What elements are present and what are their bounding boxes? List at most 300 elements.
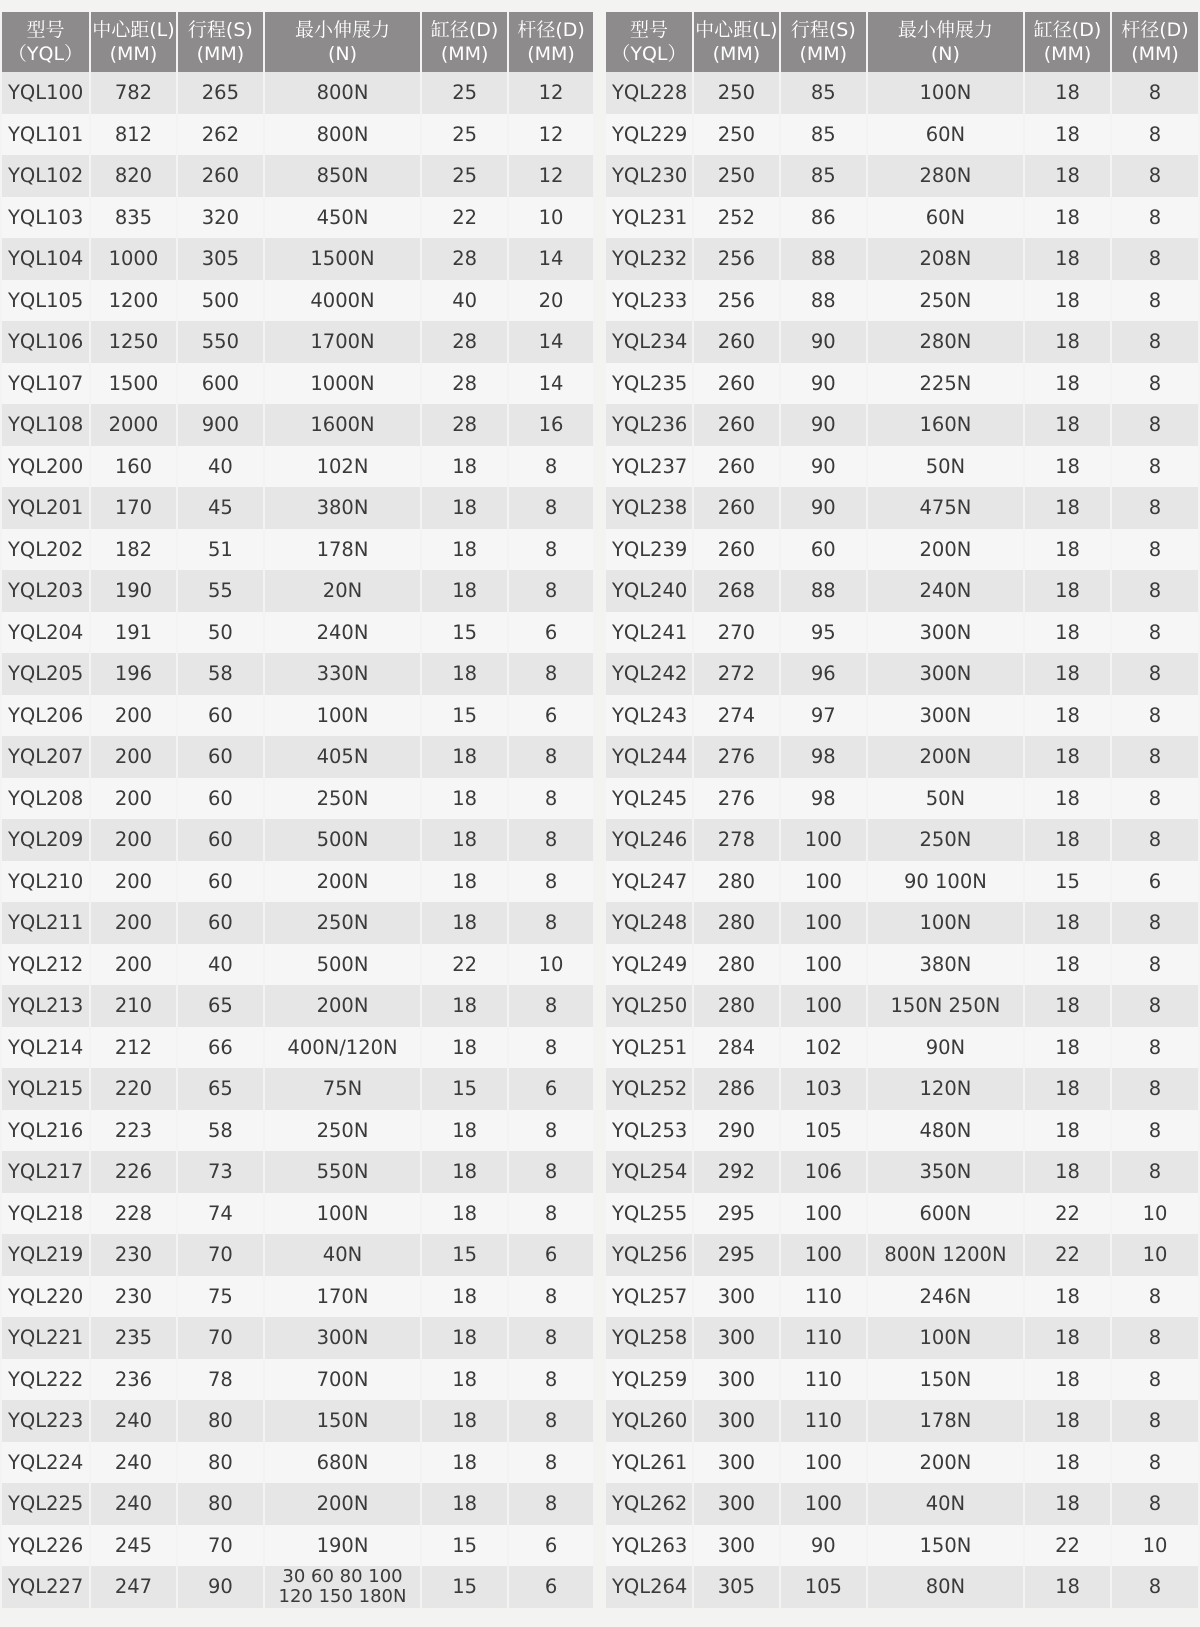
cell-stroke: 90	[780, 446, 867, 488]
cell-min-force: 190N	[264, 1525, 421, 1567]
cell-center-distance: 300	[693, 1525, 780, 1567]
cell-center-distance: 300	[693, 1400, 780, 1442]
cell-model: YQL236	[606, 404, 693, 446]
cell-stroke: 100	[780, 1193, 867, 1235]
cell-stroke: 500	[177, 280, 264, 322]
cell-rod-diameter: 8	[508, 1359, 593, 1401]
table-row	[2, 446, 593, 488]
cell-center-distance: 230	[90, 1234, 177, 1276]
cell-stroke: 90	[780, 404, 867, 446]
cell-rod-diameter: 12	[508, 72, 593, 114]
cell-min-force: 850N	[264, 155, 421, 197]
cell-stroke: 80	[177, 1483, 264, 1525]
cell-rod-diameter: 8	[508, 1110, 593, 1152]
cell-model: YQL211	[2, 902, 90, 944]
cell-rod-diameter: 8	[1111, 1359, 1198, 1401]
table-row	[2, 1483, 593, 1525]
cell-stroke: 60	[177, 778, 264, 820]
cell-center-distance: 286	[693, 1068, 780, 1110]
cell-model: YQL214	[2, 1027, 90, 1069]
cell-center-distance: 190	[90, 570, 177, 612]
table-row	[2, 280, 593, 322]
cell-center-distance: 200	[90, 778, 177, 820]
cell-stroke: 55	[177, 570, 264, 612]
cell-center-distance: 292	[693, 1151, 780, 1193]
cell-cylinder-diameter: 18	[1024, 1359, 1111, 1401]
cell-cylinder-diameter: 15	[421, 612, 508, 654]
cell-min-force: 240N	[264, 612, 421, 654]
cell-rod-diameter: 8	[1111, 1566, 1198, 1608]
cell-center-distance: 268	[693, 570, 780, 612]
table-row	[606, 446, 1198, 488]
cell-center-distance: 236	[90, 1359, 177, 1401]
cell-rod-diameter: 8	[1111, 985, 1198, 1027]
cell-min-force: 170N	[264, 1276, 421, 1318]
cell-stroke: 51	[177, 529, 264, 571]
cell-center-distance: 270	[693, 612, 780, 654]
cell-min-force: 600N	[867, 1193, 1024, 1235]
cell-rod-diameter: 8	[508, 570, 593, 612]
cell-model: YQL202	[2, 529, 90, 571]
cell-rod-diameter: 8	[1111, 238, 1198, 280]
cell-center-distance: 182	[90, 529, 177, 571]
cell-min-force: 100N	[264, 695, 421, 737]
cell-center-distance: 260	[693, 446, 780, 488]
cell-rod-diameter: 10	[508, 197, 593, 239]
table-row	[2, 1068, 593, 1110]
cell-model: YQL251	[606, 1027, 693, 1069]
cell-model: YQL226	[2, 1525, 90, 1567]
cell-rod-diameter: 8	[508, 985, 593, 1027]
cell-cylinder-diameter: 18	[1024, 404, 1111, 446]
cell-rod-diameter: 6	[508, 695, 593, 737]
cell-cylinder-diameter: 18	[1024, 529, 1111, 571]
cell-stroke: 86	[780, 197, 867, 239]
table-row	[2, 1400, 593, 1442]
cell-rod-diameter: 8	[1111, 321, 1198, 363]
cell-stroke: 60	[177, 819, 264, 861]
table-row	[2, 570, 593, 612]
cell-rod-diameter: 8	[508, 902, 593, 944]
cell-min-force: 405N	[264, 736, 421, 778]
cell-min-force: 160N	[867, 404, 1024, 446]
cell-stroke: 100	[780, 819, 867, 861]
cell-center-distance: 1200	[90, 280, 177, 322]
cell-model: YQL216	[2, 1110, 90, 1152]
table-row	[606, 778, 1198, 820]
table-row	[606, 1151, 1198, 1193]
table-row	[606, 1442, 1198, 1484]
cell-cylinder-diameter: 22	[1024, 1193, 1111, 1235]
cell-cylinder-diameter: 15	[421, 1068, 508, 1110]
cell-rod-diameter: 8	[1111, 1276, 1198, 1318]
cell-rod-diameter: 8	[1111, 1110, 1198, 1152]
cell-center-distance: 250	[693, 114, 780, 156]
cell-stroke: 110	[780, 1276, 867, 1318]
cell-center-distance: 1250	[90, 321, 177, 363]
table-row	[606, 736, 1198, 778]
cell-rod-diameter: 8	[508, 861, 593, 903]
table-header-row	[2, 12, 593, 72]
cell-model: YQL209	[2, 819, 90, 861]
table-row	[606, 1483, 1198, 1525]
cell-center-distance: 200	[90, 736, 177, 778]
cell-cylinder-diameter: 28	[421, 321, 508, 363]
cell-min-force: 150N	[867, 1359, 1024, 1401]
header-min-extension-force: 最小伸展力 (N)	[867, 12, 1024, 72]
cell-rod-diameter: 8	[1111, 155, 1198, 197]
cell-min-force: 60N	[867, 197, 1024, 239]
cell-cylinder-diameter: 18	[1024, 321, 1111, 363]
cell-stroke: 98	[780, 736, 867, 778]
cell-center-distance: 820	[90, 155, 177, 197]
table-row	[2, 404, 593, 446]
cell-model: YQL103	[2, 197, 90, 239]
cell-model: YQL101	[2, 114, 90, 156]
cell-stroke: 320	[177, 197, 264, 239]
cell-center-distance: 200	[90, 861, 177, 903]
cell-stroke: 110	[780, 1359, 867, 1401]
cell-center-distance: 252	[693, 197, 780, 239]
cell-cylinder-diameter: 18	[421, 778, 508, 820]
table-row	[2, 778, 593, 820]
cell-center-distance: 256	[693, 280, 780, 322]
cell-min-force: 300N	[867, 695, 1024, 737]
cell-cylinder-diameter: 28	[421, 363, 508, 405]
cell-center-distance: 170	[90, 487, 177, 529]
cell-min-force: 150N	[867, 1525, 1024, 1567]
cell-stroke: 305	[177, 238, 264, 280]
cell-center-distance: 250	[693, 155, 780, 197]
cell-min-force: 1500N	[264, 238, 421, 280]
cell-stroke: 100	[780, 985, 867, 1027]
cell-center-distance: 280	[693, 902, 780, 944]
cell-cylinder-diameter: 18	[421, 1027, 508, 1069]
cell-min-force: 450N	[264, 197, 421, 239]
header-model: 型号 （YQL）	[606, 12, 693, 72]
cell-model: YQL250	[606, 985, 693, 1027]
cell-cylinder-diameter: 18	[1024, 1442, 1111, 1484]
cell-rod-diameter: 8	[1111, 1317, 1198, 1359]
cell-rod-diameter: 6	[1111, 861, 1198, 903]
cell-min-force: 100N	[264, 1193, 421, 1235]
table-row	[606, 985, 1198, 1027]
cell-center-distance: 200	[90, 819, 177, 861]
cell-rod-diameter: 8	[508, 1027, 593, 1069]
cell-min-force: 1000N	[264, 363, 421, 405]
cell-center-distance: 278	[693, 819, 780, 861]
cell-rod-diameter: 8	[1111, 902, 1198, 944]
cell-min-force: 50N	[867, 778, 1024, 820]
cell-model: YQL241	[606, 612, 693, 654]
cell-cylinder-diameter: 18	[1024, 570, 1111, 612]
cell-rod-diameter: 8	[508, 778, 593, 820]
cell-stroke: 100	[780, 861, 867, 903]
cell-stroke: 70	[177, 1525, 264, 1567]
cell-cylinder-diameter: 40	[421, 280, 508, 322]
cell-center-distance: 782	[90, 72, 177, 114]
cell-center-distance: 260	[693, 487, 780, 529]
cell-model: YQL264	[606, 1566, 693, 1608]
cell-cylinder-diameter: 18	[1024, 778, 1111, 820]
cell-model: YQL219	[2, 1234, 90, 1276]
cell-model: YQL246	[606, 819, 693, 861]
cell-cylinder-diameter: 18	[1024, 487, 1111, 529]
table-row	[2, 1151, 593, 1193]
cell-cylinder-diameter: 18	[421, 570, 508, 612]
cell-rod-diameter: 8	[1111, 1068, 1198, 1110]
cell-min-force: 480N	[867, 1110, 1024, 1152]
cell-cylinder-diameter: 18	[1024, 1483, 1111, 1525]
cell-cylinder-diameter: 18	[1024, 612, 1111, 654]
table-row	[606, 944, 1198, 986]
cell-stroke: 90	[780, 321, 867, 363]
table-row	[2, 155, 593, 197]
cell-center-distance: 212	[90, 1027, 177, 1069]
cell-cylinder-diameter: 18	[1024, 653, 1111, 695]
cell-stroke: 600	[177, 363, 264, 405]
cell-cylinder-diameter: 25	[421, 72, 508, 114]
cell-center-distance: 272	[693, 653, 780, 695]
cell-center-distance: 2000	[90, 404, 177, 446]
cell-stroke: 80	[177, 1400, 264, 1442]
cell-cylinder-diameter: 18	[1024, 72, 1111, 114]
cell-stroke: 70	[177, 1317, 264, 1359]
cell-cylinder-diameter: 18	[1024, 819, 1111, 861]
cell-center-distance: 247	[90, 1566, 177, 1608]
cell-cylinder-diameter: 18	[1024, 1110, 1111, 1152]
cell-model: YQL108	[2, 404, 90, 446]
cell-stroke: 265	[177, 72, 264, 114]
cell-stroke: 90	[780, 487, 867, 529]
cell-model: YQL223	[2, 1400, 90, 1442]
cell-cylinder-diameter: 18	[1024, 280, 1111, 322]
cell-stroke: 105	[780, 1110, 867, 1152]
cell-rod-diameter: 8	[1111, 1151, 1198, 1193]
cell-stroke: 110	[780, 1317, 867, 1359]
cell-min-force: 500N	[264, 944, 421, 986]
cell-rod-diameter: 8	[1111, 404, 1198, 446]
cell-center-distance: 256	[693, 238, 780, 280]
cell-min-force: 250N	[867, 819, 1024, 861]
cell-min-force: 200N	[867, 1442, 1024, 1484]
cell-rod-diameter: 8	[1111, 778, 1198, 820]
cell-rod-diameter: 8	[1111, 1442, 1198, 1484]
cell-min-force: 178N	[264, 529, 421, 571]
cell-stroke: 97	[780, 695, 867, 737]
cell-cylinder-diameter: 25	[421, 155, 508, 197]
cell-min-force: 40N	[867, 1483, 1024, 1525]
cell-cylinder-diameter: 18	[421, 1110, 508, 1152]
cell-center-distance: 223	[90, 1110, 177, 1152]
cell-model: YQL262	[606, 1483, 693, 1525]
cell-center-distance: 160	[90, 446, 177, 488]
cell-rod-diameter: 8	[508, 1276, 593, 1318]
cell-model: YQL263	[606, 1525, 693, 1567]
cell-stroke: 100	[780, 1442, 867, 1484]
cell-stroke: 45	[177, 487, 264, 529]
cell-model: YQL255	[606, 1193, 693, 1235]
cell-rod-diameter: 8	[508, 529, 593, 571]
table-row	[606, 321, 1198, 363]
cell-stroke: 105	[780, 1566, 867, 1608]
cell-rod-diameter: 8	[1111, 529, 1198, 571]
cell-rod-diameter: 10	[508, 944, 593, 986]
cell-min-force: 800N	[264, 114, 421, 156]
cell-stroke: 50	[177, 612, 264, 654]
cell-center-distance: 245	[90, 1525, 177, 1567]
table-row	[606, 1068, 1198, 1110]
table-row	[2, 1234, 593, 1276]
cell-min-force: 330N	[264, 653, 421, 695]
cell-model: YQL213	[2, 985, 90, 1027]
cell-min-force: 50N	[867, 446, 1024, 488]
table-row	[2, 114, 593, 156]
cell-min-force: 200N	[264, 985, 421, 1027]
table-row	[2, 238, 593, 280]
cell-stroke: 85	[780, 114, 867, 156]
cell-cylinder-diameter: 18	[1024, 944, 1111, 986]
cell-model: YQL261	[606, 1442, 693, 1484]
cell-rod-diameter: 6	[508, 1068, 593, 1110]
cell-model: YQL249	[606, 944, 693, 986]
cell-model: YQL215	[2, 1068, 90, 1110]
table-row	[606, 280, 1198, 322]
cell-cylinder-diameter: 18	[421, 1151, 508, 1193]
cell-stroke: 102	[780, 1027, 867, 1069]
cell-stroke: 60	[177, 736, 264, 778]
cell-center-distance: 260	[693, 363, 780, 405]
cell-rod-diameter: 8	[1111, 446, 1198, 488]
cell-stroke: 66	[177, 1027, 264, 1069]
cell-stroke: 78	[177, 1359, 264, 1401]
cell-stroke: 100	[780, 944, 867, 986]
cell-model: YQL104	[2, 238, 90, 280]
cell-rod-diameter: 10	[1111, 1234, 1198, 1276]
cell-stroke: 260	[177, 155, 264, 197]
table-row	[2, 72, 593, 114]
cell-model: YQL230	[606, 155, 693, 197]
cell-cylinder-diameter: 15	[421, 1234, 508, 1276]
cell-stroke: 110	[780, 1400, 867, 1442]
cell-stroke: 900	[177, 404, 264, 446]
table-row	[606, 1234, 1198, 1276]
cell-model: YQL252	[606, 1068, 693, 1110]
header-cylinder-diameter: 缸径(D) (MM)	[421, 12, 508, 72]
cell-min-force: 208N	[867, 238, 1024, 280]
table-row	[606, 529, 1198, 571]
cell-center-distance: 240	[90, 1400, 177, 1442]
cell-model: YQL200	[2, 446, 90, 488]
table-row	[606, 653, 1198, 695]
cell-rod-diameter: 8	[1111, 280, 1198, 322]
cell-model: YQL224	[2, 1442, 90, 1484]
cell-center-distance: 260	[693, 404, 780, 446]
cell-min-force: 200N	[867, 736, 1024, 778]
cell-model: YQL228	[606, 72, 693, 114]
cell-center-distance: 280	[693, 985, 780, 1027]
cell-model: YQL221	[2, 1317, 90, 1359]
table-row	[606, 363, 1198, 405]
cell-center-distance: 200	[90, 902, 177, 944]
cell-stroke: 100	[780, 902, 867, 944]
cell-min-force: 1700N	[264, 321, 421, 363]
cell-model: YQL232	[606, 238, 693, 280]
table-row	[606, 1193, 1198, 1235]
table-row	[606, 1317, 1198, 1359]
cell-min-force: 102N	[264, 446, 421, 488]
table-row	[2, 1193, 593, 1235]
cell-rod-diameter: 8	[1111, 114, 1198, 156]
cell-min-force: 800N 1200N	[867, 1234, 1024, 1276]
cell-center-distance: 305	[693, 1566, 780, 1608]
cell-stroke: 74	[177, 1193, 264, 1235]
table-row	[2, 736, 593, 778]
cell-rod-diameter: 8	[1111, 653, 1198, 695]
cell-stroke: 75	[177, 1276, 264, 1318]
cell-rod-diameter: 8	[1111, 695, 1198, 737]
cell-min-force: 680N	[264, 1442, 421, 1484]
cell-min-force: 700N	[264, 1359, 421, 1401]
cell-model: YQL256	[606, 1234, 693, 1276]
table-row	[2, 612, 593, 654]
cell-stroke: 106	[780, 1151, 867, 1193]
table-row	[2, 1525, 593, 1567]
table-row	[606, 1276, 1198, 1318]
cell-stroke: 70	[177, 1234, 264, 1276]
cell-stroke: 95	[780, 612, 867, 654]
cell-cylinder-diameter: 18	[1024, 985, 1111, 1027]
cell-center-distance: 240	[90, 1442, 177, 1484]
cell-cylinder-diameter: 18	[421, 1317, 508, 1359]
cell-cylinder-diameter: 18	[421, 529, 508, 571]
table-row	[2, 985, 593, 1027]
cell-min-force: 400N/120N	[264, 1027, 421, 1069]
header-cylinder-diameter: 缸径(D) (MM)	[1024, 12, 1111, 72]
cell-cylinder-diameter: 18	[421, 487, 508, 529]
cell-cylinder-diameter: 18	[421, 1483, 508, 1525]
cell-rod-diameter: 8	[508, 1317, 593, 1359]
cell-rod-diameter: 8	[1111, 72, 1198, 114]
cell-model: YQL258	[606, 1317, 693, 1359]
cell-rod-diameter: 8	[1111, 1483, 1198, 1525]
cell-center-distance: 300	[693, 1276, 780, 1318]
cell-cylinder-diameter: 18	[1024, 446, 1111, 488]
cell-center-distance: 1000	[90, 238, 177, 280]
cell-center-distance: 196	[90, 653, 177, 695]
table-row	[606, 1566, 1198, 1608]
table-row	[606, 1110, 1198, 1152]
cell-cylinder-diameter: 18	[1024, 197, 1111, 239]
cell-model: YQL245	[606, 778, 693, 820]
cell-stroke: 88	[780, 238, 867, 280]
table-row	[2, 1442, 593, 1484]
cell-cylinder-diameter: 18	[421, 985, 508, 1027]
cell-center-distance: 284	[693, 1027, 780, 1069]
cell-model: YQL208	[2, 778, 90, 820]
cell-cylinder-diameter: 15	[421, 1566, 508, 1608]
cell-rod-diameter: 6	[508, 1234, 593, 1276]
header-center-distance: 中心距(L) (MM)	[693, 12, 780, 72]
cell-center-distance: 260	[693, 529, 780, 571]
cell-rod-diameter: 6	[508, 1525, 593, 1567]
cell-center-distance: 220	[90, 1068, 177, 1110]
cell-model: YQL229	[606, 114, 693, 156]
cell-cylinder-diameter: 18	[421, 1276, 508, 1318]
spec-table-right	[606, 12, 1198, 1608]
cell-cylinder-diameter: 15	[1024, 861, 1111, 903]
cell-cylinder-diameter: 18	[421, 1193, 508, 1235]
